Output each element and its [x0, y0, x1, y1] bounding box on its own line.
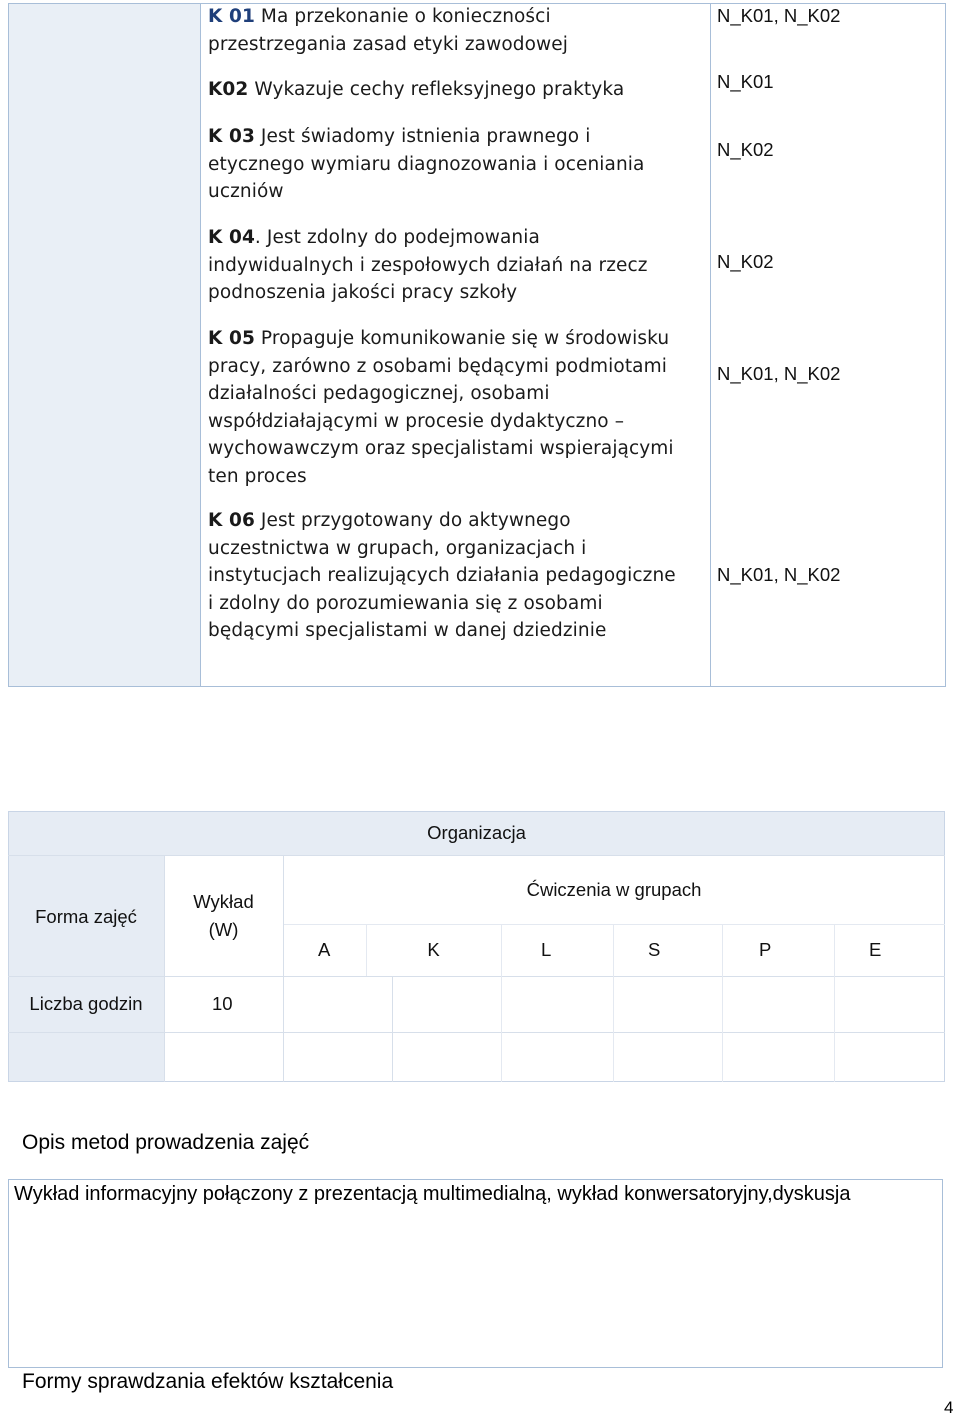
competence-k03: K 03 Jest świadomy istnienia prawnego i etycznego wymiaru diagnozowania i oceniania uczniów — [208, 126, 645, 202]
group-e: E — [869, 939, 882, 960]
competence-code: K 06 — [208, 510, 255, 531]
cwiczenia-header: Ćwiczenia w grupach — [526, 878, 702, 900]
competence-ref-k06: N_K01, N_K02 — [717, 564, 841, 585]
group-s: S — [648, 939, 661, 960]
methods-text: Wykład informacyjny połączony z prezentacją multimedialną, wykład konwersatoryjny,dyskusja — [14, 1183, 851, 1205]
group-p: P — [759, 939, 772, 960]
group-a: A — [318, 939, 331, 960]
forma-zajec-label: Forma zajęć — [35, 905, 137, 927]
competence-ref-k05: N_K01, N_K02 — [717, 363, 841, 384]
competence-ref-k04: N_K02 — [717, 251, 774, 272]
competence-code: K 03 — [208, 126, 255, 147]
assessment-heading: Formy sprawdzania efektów kształcenia — [22, 1370, 394, 1393]
competence-k04: K 04. Jest zdolny do podejmowania indywidualnych i zespołowych działań na rzecz podnoszenia jakości pracy szkoły — [208, 227, 648, 303]
competence-code: K 04 — [208, 227, 255, 248]
wyklad-header: Wykład (W) — [193, 890, 254, 940]
competence-code: K02 — [208, 79, 249, 100]
competence-ref-k02: N_K01 — [717, 71, 774, 92]
competence-k01: K 01 Ma przekonanie o konieczności przestrzegania zasad etyki zawodowej — [208, 6, 568, 55]
competence-k05: K 05 Propaguje komunikowanie się w środowisku pracy, zarówno z osobami będącymi podmiotami działalności pedagogicznej, osobami współdziałającymi w procesie dydaktyczno – wychowawczym oraz specjalistami wspierającymi ten proces — [208, 328, 674, 487]
competence-k02: K02 Wykazuje cechy refleksyjnego praktyka — [208, 79, 625, 100]
competence-code: K 01 — [208, 6, 255, 27]
competence-code: K 05 — [208, 328, 255, 349]
competence-ref-k01: N_K01, N_K02 — [717, 5, 841, 26]
methods-heading: Opis metod prowadzenia zajęć — [22, 1131, 310, 1154]
methods-box — [8, 1179, 943, 1368]
page-number: 4 — [944, 1398, 954, 1417]
group-k: K — [427, 939, 440, 960]
liczba-godzin-label: Liczba godzin — [29, 993, 143, 1014]
group-l: L — [541, 939, 552, 960]
organization-table — [8, 811, 945, 1082]
liczba-godzin-wyklad: 10 — [212, 993, 233, 1014]
organization-title: Organizacja — [427, 822, 526, 843]
competence-k06: K 06 Jest przygotowany do aktywnego uczestnictwa w grupach, organizacjach i instytucjach realizujących działania pedagogiczne i zdolny do porozumiewania się z osobami będącymi specjalistami w danej dziedzinie — [208, 510, 676, 641]
competence-ref-k03: N_K02 — [717, 139, 774, 160]
